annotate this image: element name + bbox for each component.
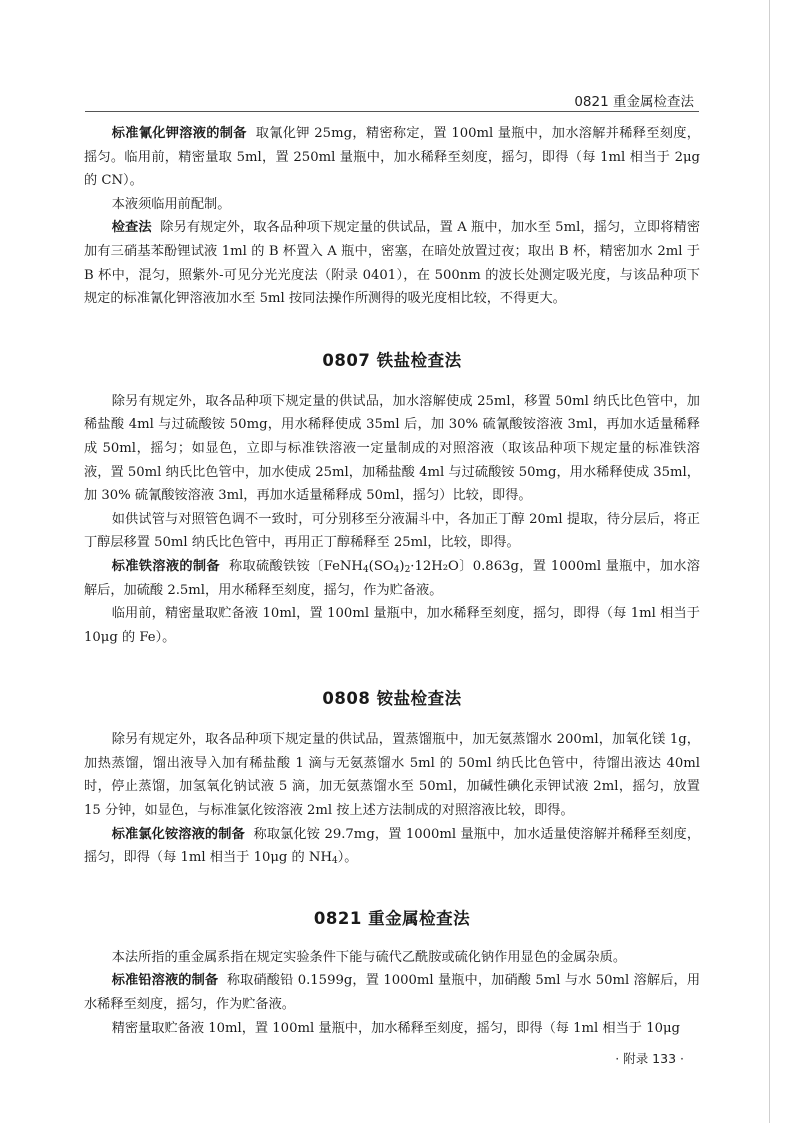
paragraph-lead: 标准氯化铵溶液的制备 xyxy=(111,826,245,842)
section-title-0808: 0808 铵盐检查法 xyxy=(322,689,462,709)
paragraph-text: 取氰化钾 25mg，精密称定，置 100ml 量瓶中，加水溶解并稀释至刻度，摇匀。临用前，精密量取 5ml，置 250ml 量瓶中，加水稀释至刻度，摇匀，即得（每 1ml 相当于 2μg 的 CN）。 xyxy=(84,126,700,189)
formula-part: ) xyxy=(399,558,405,574)
paragraph-ammonium-1 xyxy=(84,728,700,822)
header-rule xyxy=(85,111,699,112)
paragraph-lead: 标准氰化钾溶液的制备 xyxy=(111,126,247,141)
paragraph-text: 临用前，精密量取贮备液 10ml，置 100ml 量瓶中，加水稀释至刻度，摇匀，即得（每 1ml 相当于 10μg 的 Fe）。 xyxy=(84,606,700,645)
paragraph-text: 精密量取贮备液 10ml，置 100ml 量瓶中，加水稀释至刻度，摇匀，即得（每 1ml 相当于 10μg xyxy=(111,1020,680,1036)
formula-subscript: 2 xyxy=(404,564,411,575)
page-content xyxy=(84,122,700,1040)
paragraph-text: 本液须临用前配制。 xyxy=(111,196,231,212)
paragraph-lead: 标准铅溶液的制备 xyxy=(111,973,219,989)
section-title-0821: 0821 重金属检查法 xyxy=(313,908,471,928)
formula-part: 称取硫酸铁铵〔FeNH xyxy=(228,558,363,574)
paragraph-test-method xyxy=(84,216,700,310)
section-title-0807: 0807 铁盐检查法 xyxy=(322,350,462,370)
paragraph-note xyxy=(84,193,700,217)
page-number: · 附录 133 · xyxy=(615,1051,684,1066)
paragraph-iron-standard xyxy=(84,555,700,602)
running-header: 0821 重金属检查法 xyxy=(574,94,694,110)
paragraph-text: 除另有规定外，取各品种项下规定量的供试品，置 A 瓶中，加水至 5ml，摇匀，立即将精密加有三硝基苯酚锂试液 1ml 的 B 杯置入 A 瓶中，密塞，在暗处放置过夜；取出 B 杯，精密加水 2ml 于 B 杯中，混匀，照紫外-可见分光光度法（附录 0401），在 500nm 的波长处测定吸光度，与该品种项下规定的标准氰化钾溶液加水至 5ml 按同法操作所测得的吸光度相比较，不得更大。 xyxy=(84,220,701,307)
paragraph-text: 称取氯化铵 29.7mg，置 1000ml 量瓶中，加水适量使溶解并稀释至刻度，摇匀，即得（每 1ml 相当于 10μg 的 NH xyxy=(84,826,701,866)
paragraph-iron-1 xyxy=(84,390,700,508)
formula-subscript: 4 xyxy=(362,564,369,575)
paragraph-heavy-metal-3 xyxy=(84,1017,700,1041)
paragraph-text: ）。 xyxy=(337,850,358,866)
paragraph-text: 如供试管与对照管色调不一致时，可分别移至分液漏斗中，各加正丁醇 20ml 提取，待分层后，将正丁醇层移置 50ml 纳氏比色管中，再用正丁醇稀释至 25ml，比较，即得。 xyxy=(84,511,700,551)
paragraph-cyanide-standard xyxy=(84,122,700,193)
paragraph-lead: 标准铁溶液的制备 xyxy=(111,558,220,574)
paragraph-text: 除另有规定外，取各品种项下规定量的供试品，置蒸馏瓶中，加无氨蒸馏水 200ml，加氧化镁 1g，加热蒸馏，馏出液导入加有稀盐酸 1 滴与无氨蒸馏水 5ml 的 50ml 纳氏比色管中，待馏出液达 40ml 时，停止蒸馏，加氢氧化钠试液 5 滴，加无氨蒸馏水至 50ml，加碱性碘化汞钾试液 2ml，摇匀，放置 15 分钟，如显色，与标准氯化铵溶液 2ml 按上述方法制成的对照溶液比较，即得。 xyxy=(84,732,700,819)
page-edge-line xyxy=(769,0,770,1123)
paragraph-heavy-metal-1 xyxy=(84,946,700,970)
formula-part: (SO xyxy=(368,558,394,574)
paragraph-lead: 检查法 xyxy=(111,220,152,236)
formula-subscript: 4 xyxy=(331,856,338,867)
paragraph-iron-4 xyxy=(84,602,700,649)
paragraph-lead-standard xyxy=(84,969,700,1016)
paragraph-text: 除另有规定外，取各品种项下规定量的供试品，加水溶解使成 25ml，移置 50ml 纳氏比色管中，加稀盐酸 4ml 与过硫酸铵 50mg，用水稀释使成 35ml 后，加 30% 硫氰酸铵溶液 3ml，再加水适量稀释成 50ml，摇匀；如显色，立即与标准铁溶液一定量制成的对照溶液（取该品种项下规定量的标准铁溶液，置 50ml 纳氏比色管中，加水使成 25ml，加稀盐酸 4ml 与过硫酸铵 50mg，用水稀释使成 35ml，加 30% 硫氰酸铵溶液 3ml，再加水适量稀释成 50ml，摇匀）比较，即得。 xyxy=(84,393,700,504)
paragraph-ammonium-standard xyxy=(84,823,700,870)
formula-subscript: 4 xyxy=(393,564,400,575)
paragraph-text: 本法所指的重金属系指在规定实验条件下能与硫代乙酰胺或硫化钠作用显色的金属杂质。 xyxy=(111,949,627,965)
paragraph-text: ·12H₂O〕0.863g，置 1000ml 量瓶中，加水溶解后，加硫酸 2.5ml，用水稀释至刻度，摇匀，作为贮备液。 xyxy=(84,558,700,598)
paragraph-text: 称取硝酸铅 0.1599g，置 1000ml 量瓶中，加硝酸 5ml 与水 50ml 溶解后，用水稀释至刻度，摇匀，作为贮备液。 xyxy=(84,973,701,1013)
paragraph-iron-2 xyxy=(84,508,700,555)
